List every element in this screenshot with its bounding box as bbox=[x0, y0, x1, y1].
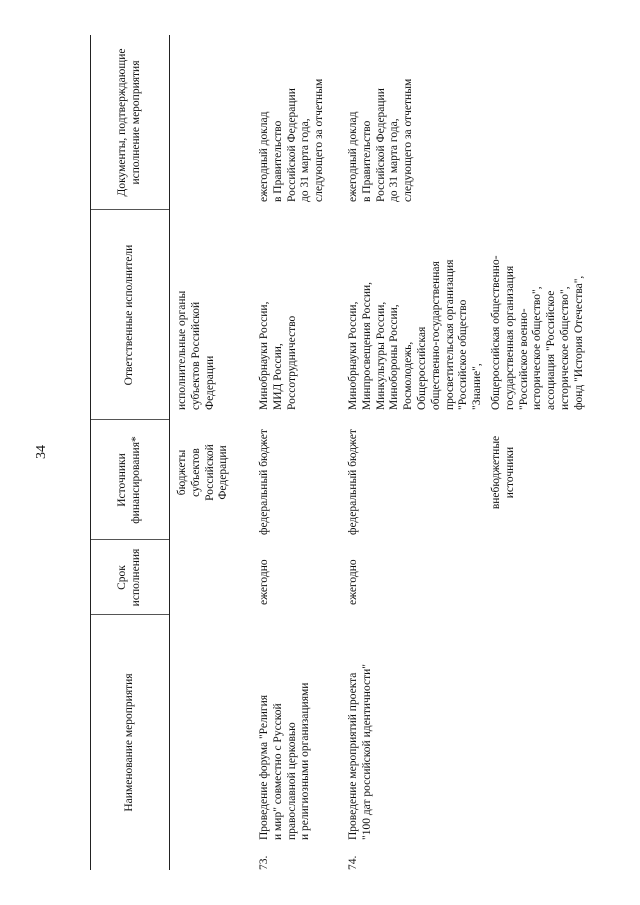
page-number: 34 bbox=[34, 445, 49, 459]
row-74-documents: ежегодный доклад в Правительство Российской Федерации до 31 марта года, следующего за отчетным bbox=[347, 78, 415, 202]
header-responsible: Ответственные исполнители bbox=[123, 244, 136, 386]
row-73-number: 73. bbox=[258, 855, 270, 870]
table-header bbox=[90, 35, 170, 870]
row-74-number: 74. bbox=[347, 855, 359, 870]
row-73-deadline: ежегодно bbox=[258, 559, 270, 605]
row-73-responsible: Минобрнауки России, МИД России, Россотрудничество bbox=[258, 301, 298, 410]
row-74-sources-extra: внебюджетные источники bbox=[490, 435, 516, 510]
row-73-documents: ежегодный доклад в Правительство Российской Федерации до 31 марта года, следующего за отчетным bbox=[258, 78, 326, 202]
row-74-deadline: ежегодно bbox=[347, 559, 359, 605]
continuation-sources: бюджеты субъектов Российской Федерации bbox=[176, 444, 230, 501]
rotated-table bbox=[90, 35, 600, 870]
continuation-responsible: исполнительные органы субъектов Российской Федерации bbox=[176, 290, 216, 410]
header-documents: Документы, подтверждающие исполнение мероприятия bbox=[116, 48, 142, 197]
header-sources: Источники финансирования* bbox=[116, 436, 142, 524]
row-74-name: Проведение мероприятий проекта "100 дат российской идентичности" bbox=[347, 664, 373, 840]
header-name: Наименование мероприятия bbox=[123, 673, 136, 812]
row-74-sources: федеральный бюджет bbox=[347, 429, 359, 535]
row-74-responsible-extra: Общероссийская общественно- государственная организация "Российское военно- историческое общество", ассоциация "Российское историческое общество", фонд "История Отечества", bbox=[490, 255, 585, 410]
row-73-sources: федеральный бюджет bbox=[258, 429, 270, 535]
row-74-responsible: Минобрнауки России, Минпросвещения России, Минкультуры России, Минобороны России, Росмолодежь, Общероссийская общественно-государственная просветительская организация "Российское общество "Знание", bbox=[347, 259, 484, 410]
row-73-name: Проведение форума "Религия и мир" совместно с Русской православной церковью и религиозными организациями bbox=[258, 682, 312, 840]
header-deadline: Срок исполнения bbox=[116, 548, 142, 607]
